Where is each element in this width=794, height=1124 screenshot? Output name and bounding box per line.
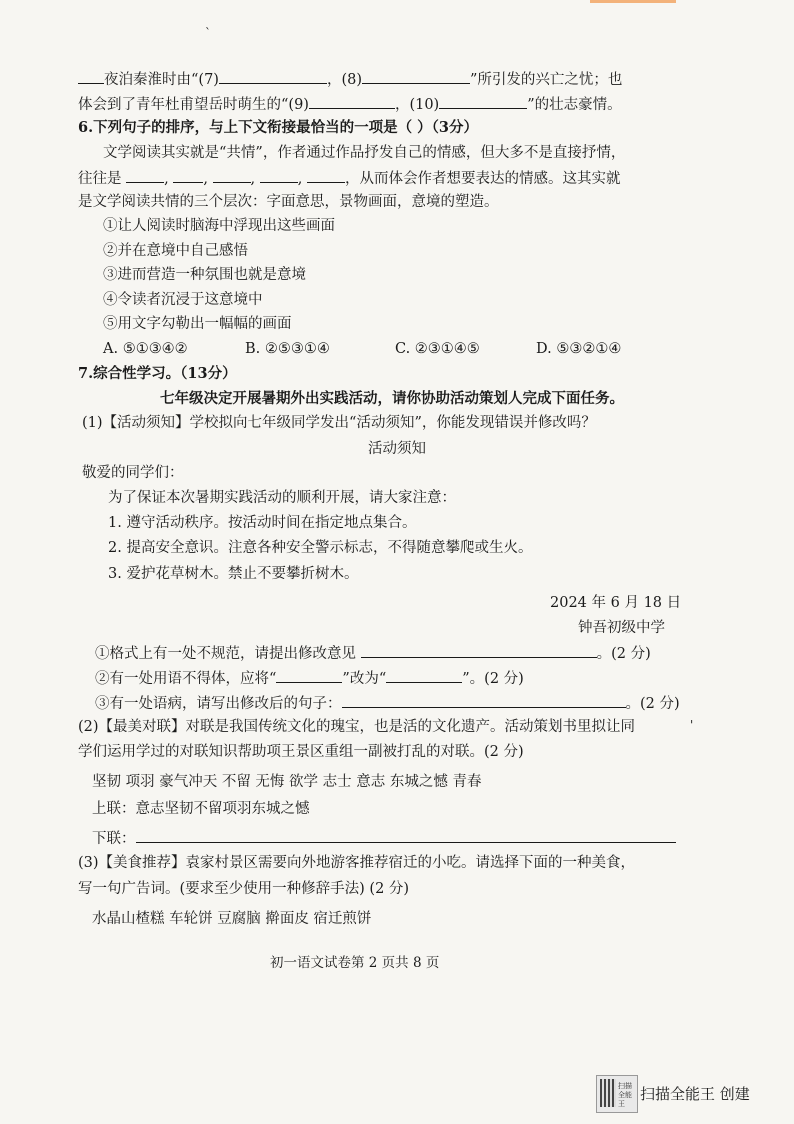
task-2-text: ②有一处用语不得体，应将“ (95, 671, 277, 687)
q7-title: 7.综合性学习。（13分） (78, 365, 237, 382)
q7-sub2-line-1: (2)【最美对联】对联是我国传统文化的瑰宝，也是活的文化遗产。活动策划书里拟让同 (78, 719, 636, 735)
q6-option-d[interactable]: D. ⑤③②①④ (536, 341, 622, 357)
poem-part: ，(8) (326, 72, 362, 88)
q7-sub3-line-1: (3)【美食推荐】袁家村景区需要向外地游客推荐宿迁的小吃。请选择下面的一种美食， (78, 855, 636, 871)
q7-intro: 七年级决定开展暑期外出实践活动，请你协助活动策划人完成下面任务。 (160, 390, 624, 407)
upper-couplet-label: 上联： (92, 801, 136, 817)
q7-sub3-line-2: 写一句广告词。(要求至少使用一种修辞手法) (2 分) (78, 881, 410, 897)
qr-code-icon (600, 1079, 616, 1107)
order-blank[interactable] (213, 167, 251, 183)
answer-blank-9[interactable] (309, 93, 395, 109)
poem-part: ”的壮志豪情。 (527, 97, 622, 113)
task-2-text: ”改为“ (342, 671, 387, 687)
scanner-caption: 扫描全能王 创建 (640, 1085, 750, 1103)
notice-rule: 2. 提高安全意识。注意各种安全警示标志，不得随意攀爬或生火。 (108, 540, 533, 556)
notice-greeting: 敬爱的同学们： (82, 465, 184, 481)
q6-option-b[interactable]: B. ②⑤③①④ (245, 341, 330, 357)
q6-item: ④令读者沉浸于这意境中 (103, 292, 263, 308)
task-1 (95, 642, 651, 664)
notice-rule: 1. 遵守活动秩序。按活动时间在指定地点集合。 (108, 515, 417, 531)
food-list: 水晶山楂糕 车轮饼 豆腐脑 擀面皮 宿迁煎饼 (92, 911, 372, 927)
q7-sub1: (1)【活动须知】学校拟向七年级同学发出“活动须知”，你能发现错误并修改吗？ (82, 415, 596, 431)
q6-option-c[interactable]: C. ②③①④⑤ (395, 341, 480, 357)
lower-couplet (92, 827, 676, 849)
notice-date: 2024 年 6 月 18 日 (550, 595, 682, 611)
q6-paragraph-line-3: 是文学阅读共情的三个层次：字面意思，景物画面，意境的塑造。 (78, 194, 499, 210)
q6-item: ⑤用文字勾勒出一幅幅的画面 (103, 316, 292, 332)
q6-paragraph-end: ，从而体会作者想要表达的情感。这其实就 (344, 171, 621, 187)
q6-item: ②并在意境中自己感悟 (103, 243, 248, 259)
task-1-score: 。(2 分) (596, 646, 651, 662)
scanner-logo-text: 扫描全能王 (618, 1082, 632, 1108)
task-1-text: ①格式上有一处不规范，请提出修改意见 (95, 646, 356, 662)
q7-sub2-line-2: 学们运用学过的对联知识帮助项王景区重组一副被打乱的对联。(2 分) (78, 744, 524, 760)
top-mark: ` (205, 26, 211, 40)
page-footer: 初一语文试卷第 2 页共 8 页 (270, 955, 440, 971)
task-2-original-blank[interactable] (276, 667, 342, 683)
q6-paragraph-line-2: 往往是 , , , , ，从而体会作者想要表达的情感。这其实就 (78, 167, 620, 189)
order-blank[interactable] (307, 167, 345, 183)
scanner-logo (596, 1075, 638, 1113)
blank (78, 68, 104, 84)
poem-part: 夜泊秦淮时由“(7) (104, 72, 219, 88)
task-3-text: ③有一处语病，请写出修改后的句子： (95, 696, 342, 712)
lower-couplet-label: 下联： (92, 831, 136, 847)
task-2-score: ”。(2 分) (462, 671, 524, 687)
order-blank[interactable] (173, 167, 203, 183)
notice-intro: 为了保证本次暑期实践活动的顺利开展，请大家注意： (108, 490, 456, 506)
order-blank[interactable] (126, 167, 164, 183)
order-blank[interactable] (260, 167, 298, 183)
q6-item: ①让人阅读时脑海中浮现出这些画面 (103, 218, 335, 234)
upper-couplet (92, 799, 310, 819)
notice-title: 活动须知 (368, 441, 426, 457)
answer-blank-10[interactable] (439, 93, 527, 109)
notice-rule: 3. 爱护花草树木。禁止不要攀折树木。 (108, 566, 359, 582)
upper-couplet-text: 意志坚韧不留项羽东城之憾 (135, 801, 310, 817)
answer-blank-8[interactable] (362, 68, 470, 84)
margin-mark: ' (690, 718, 694, 732)
poem-part: 体会到了青年杜甫望岳时萌生的“(9) (78, 97, 309, 113)
q6-option-a[interactable]: A. ⑤①③④② (103, 341, 188, 357)
poem-part: ，(10) (394, 97, 440, 113)
task-3-answer-blank[interactable] (342, 692, 626, 708)
task-1-answer-blank[interactable] (361, 642, 597, 658)
q6-paragraph-line-1: 文学阅读其实就是“共情”，作者通过作品抒发自己的情感，但大多不是直接抒情， (103, 145, 626, 161)
q6-paragraph-start: 往往是 (78, 171, 122, 187)
poem-part: ”所引发的兴亡之忧；也 (470, 72, 623, 88)
q6-item: ③进而营造一种氛围也就是意境 (103, 267, 306, 283)
task-2-replacement-blank[interactable] (386, 667, 462, 683)
poem-line-1 (78, 68, 622, 90)
poem-line-2 (78, 93, 622, 115)
task-2 (95, 667, 524, 689)
task-3-score: 。(2 分) (625, 696, 680, 712)
lower-couplet-answer-blank[interactable] (136, 827, 676, 843)
couplet-word-bank: 坚韧 项羽 豪气冲天 不留 无悔 欲学 志士 意志 东城之憾 青春 (92, 774, 482, 790)
answer-blank-7[interactable] (219, 68, 327, 84)
notice-school: 钟吾初级中学 (578, 620, 665, 636)
top-edge-color-strip (590, 0, 676, 3)
task-3 (95, 692, 680, 714)
q6-title: 6.下列句子的排序，与上下文衔接最恰当的一项是（ ）（3分） (78, 119, 479, 136)
